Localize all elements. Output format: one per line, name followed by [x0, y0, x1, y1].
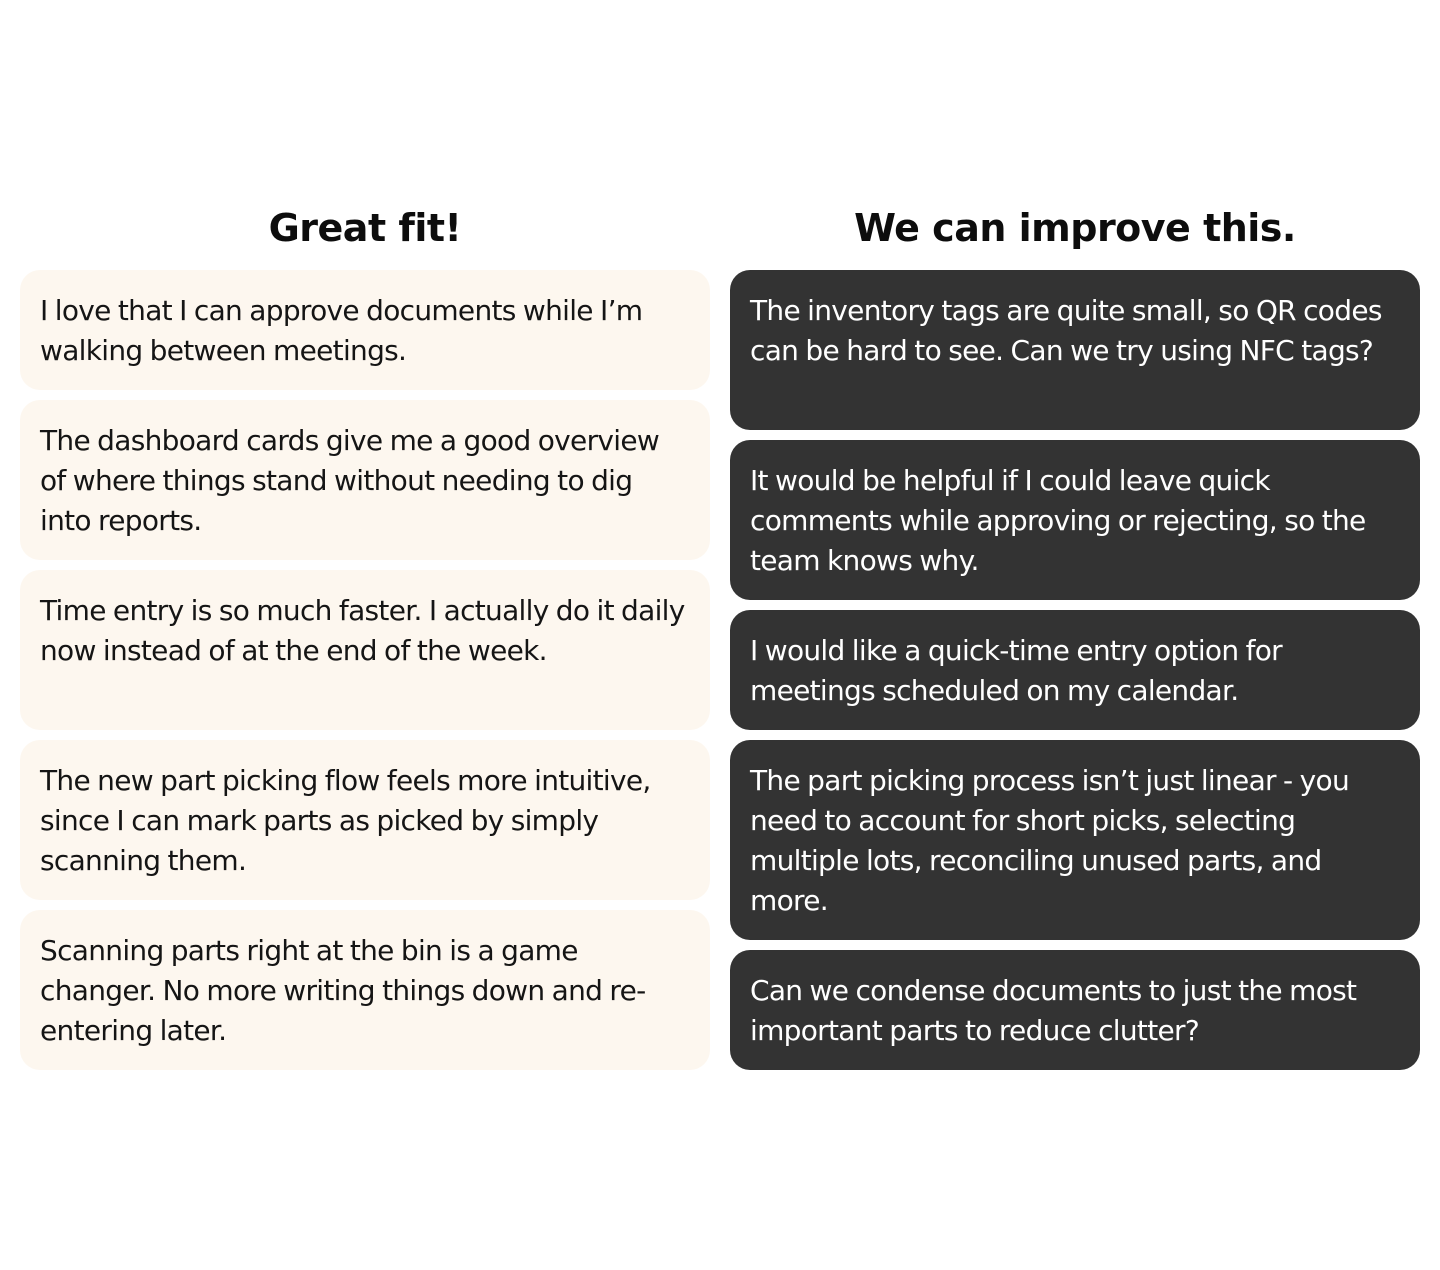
positive-feedback-card: I love that I can approve documents while I’m walking between meetings. — [20, 270, 710, 390]
improvement-feedback-card: Can we condense documents to just the most important parts to reduce clutter? — [730, 950, 1420, 1070]
positive-feedback-heading: Great fit! — [268, 206, 462, 250]
positive-feedback-card: The new part picking flow feels more intuitive, since I can mark parts as picked by simply scanning them. — [20, 740, 710, 900]
positive-feedback-column — [20, 200, 710, 1080]
positive-feedback-card: The dashboard cards give me a good overview of where things stand without needing to dig into reports. — [20, 400, 710, 560]
improvement-feedback-card: The inventory tags are quite small, so QR codes can be hard to see. Can we try using NFC tags? — [730, 270, 1420, 430]
positive-feedback-card: Scanning parts right at the bin is a game changer. No more writing things down and re-entering later. — [20, 910, 710, 1070]
improvement-feedback-card: It would be helpful if I could leave quick comments while approving or rejecting, so the team knows why. — [730, 440, 1420, 600]
improvement-feedback-column — [730, 200, 1420, 1080]
improvement-feedback-card: The part picking process isn’t just linear - you need to account for short picks, selecting multiple lots, reconciling unused parts, and more. — [730, 740, 1420, 940]
positive-feedback-card: Time entry is so much faster. I actually do it daily now instead of at the end of the week. — [20, 570, 710, 730]
improvement-feedback-heading: We can improve this. — [854, 206, 1296, 250]
improvement-feedback-card: I would like a quick-time entry option for meetings scheduled on my calendar. — [730, 610, 1420, 730]
